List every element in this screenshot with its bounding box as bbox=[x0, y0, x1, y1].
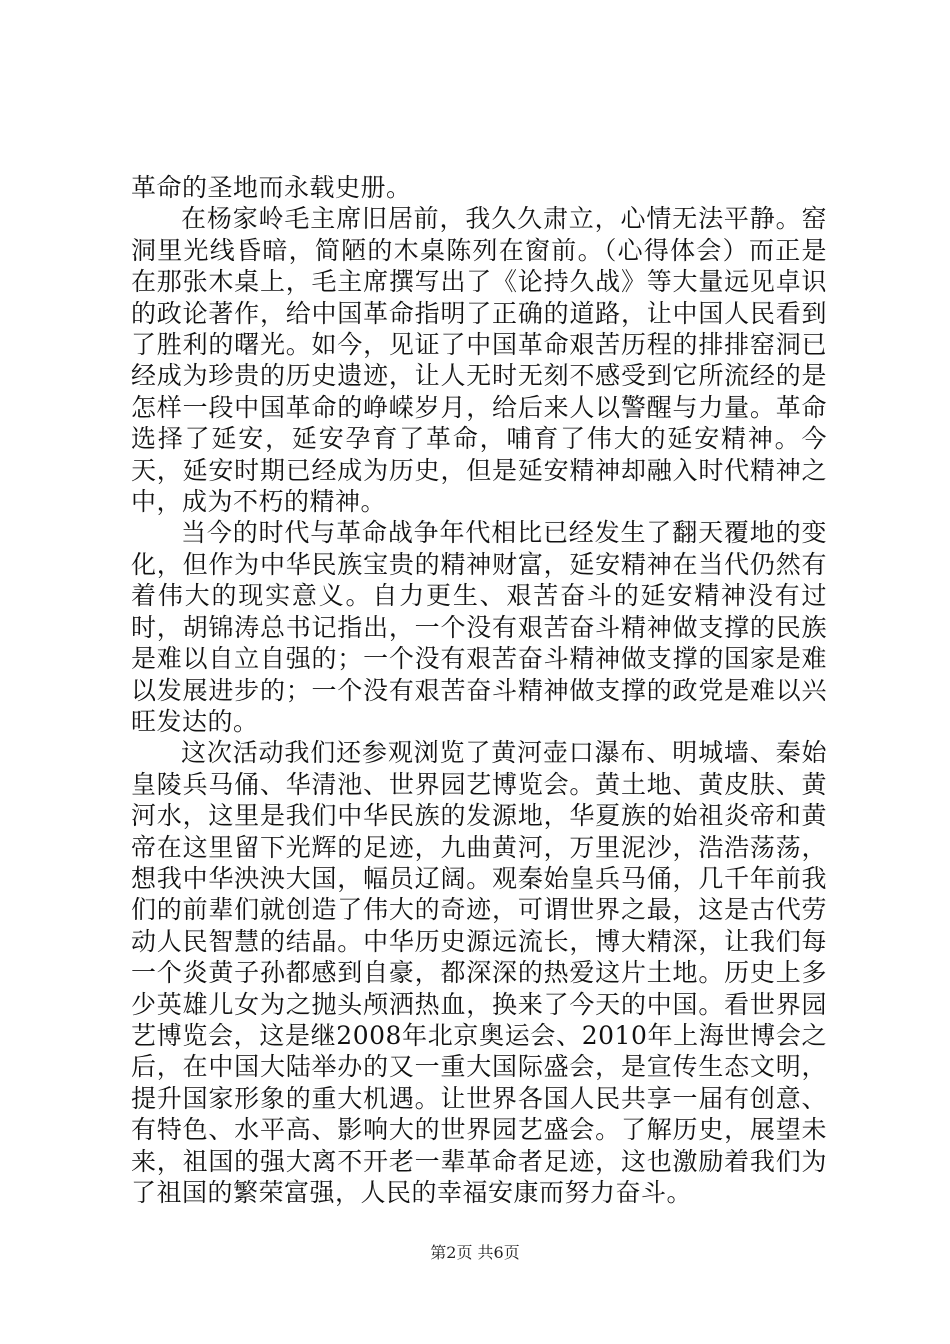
paragraph-2: 在杨家岭毛主席旧居前，我久久肃立，心情无法平静。窑洞里光线昏暗，简陋的木桌陈列在窗前。（心得体会）而正是在那张木桌上，毛主席撰写出了《论持久战》等大量远见卓识的政论著作，给中国革命指明了正确的道路，让中国人民看到了胜利的曙光。如今，见证了中国革命艰苦历程的排排窑洞已经成为珍贵的历史遗迹，让人无时无刻不感受到它所流经的是怎样一段中国革命的峥嵘岁月，给后来人以警醒与力量。革命选择了延安，延安孕育了革命，哺育了伟大的延安精神。今天，延安时期已经成为历史，但是延安精神却融入时代精神之中，成为不朽的精神。 bbox=[131, 204, 827, 517]
paragraph-1: 革命的圣地而永载史册。 bbox=[131, 173, 412, 202]
page-number-footer: 第2页 共6页 bbox=[430, 1243, 520, 1262]
document-body bbox=[131, 172, 827, 1208]
paragraph-4: 这次活动我们还参观浏览了黄河壶口瀑布、明城墙、秦始皇陵兵马俑、华清池、世界园艺博览会。黄土地、黄皮肤、黄河水，这里是我们中华民族的发源地，华夏族的始祖炎帝和黄帝在这里留下光辉的足迹，九曲黄河，万里泥沙，浩浩荡荡，想我中华泱泱大国，幅员辽阔。观秦始皇兵马俑，几千年前我们的前辈们就创造了伟大的奇迹，可谓世界之最，这是古代劳动人民智慧的结晶。中华历史源远流长，博大精深，让我们每一个炎黄子孙都感到自豪，都深深的热爱这片土地。历史上多少英雄儿女为之抛头颅洒热血，换来了今天的中国。看世界园艺博览会，这是继2008年北京奥运会、2010年上海世博会之后，在中国大陆举办的又一重大国际盛会，是宣传生态文明，提升国家形象的重大机遇。让世界各国人民共享一届有创意、有特色、水平高、影响大的世界园艺盛会。了解历史，展望未来，祖国的强大离不开老一辈革命者足迹，这也激励着我们为了祖国的繁荣富强，人民的幸福安康而努力奋斗。 bbox=[131, 738, 827, 1207]
paragraph-3: 当今的时代与革命战争年代相比已经发生了翻天覆地的变化，但作为中华民族宝贵的精神财富，延安精神在当代仍然有着伟大的现实意义。自力更生、艰苦奋斗的延安精神没有过时，胡锦涛总书记指出，一个没有艰苦奋斗精神做支撑的民族是难以自立自强的；一个没有艰苦奋斗精神做支撑的国家是难以发展进步的；一个没有艰苦奋斗精神做支撑的政党是难以兴旺发达的。 bbox=[131, 518, 827, 736]
